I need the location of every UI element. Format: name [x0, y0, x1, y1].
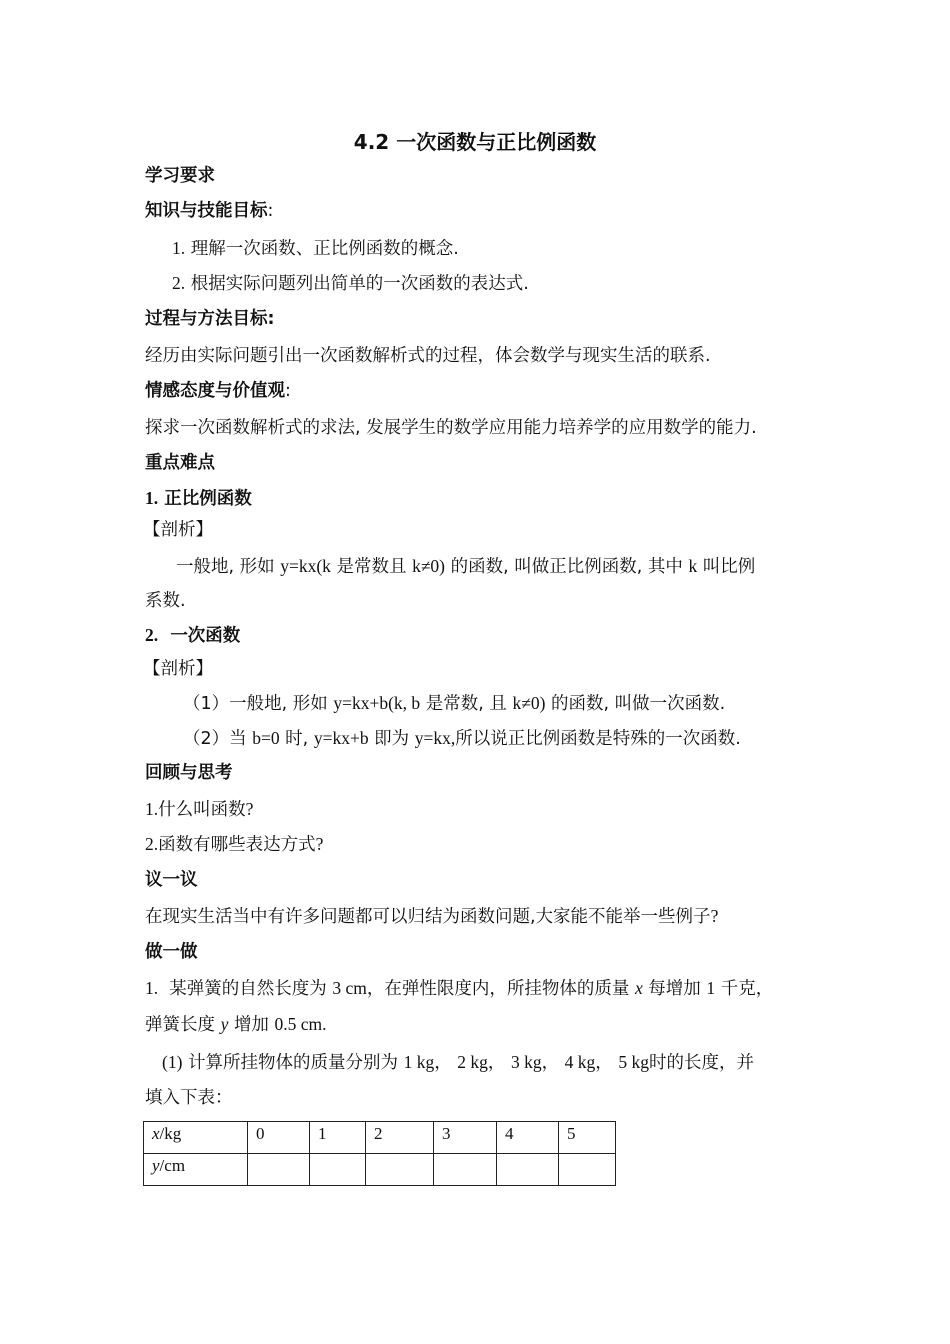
- do-sub-m5: 5 kg: [618, 1052, 649, 1072]
- discuss-mark: ?: [710, 906, 719, 926]
- point-1-condition: k≠0): [412, 556, 446, 576]
- review-q1-mark: ?: [245, 799, 254, 819]
- table-unit-cm: /cm: [159, 1156, 186, 1175]
- do-1-var-y: y: [220, 1014, 229, 1034]
- table-header-x: [144, 1122, 248, 1154]
- table-cell-x5: 5: [559, 1122, 616, 1154]
- do-1-increase: 0.5 cm.: [274, 1014, 327, 1034]
- do-sub-m3: 3 kg，: [510, 1052, 560, 1072]
- point-2-item-1-text-c: 的函数, 叫做一次函数.: [551, 694, 726, 714]
- point-1-num: 1.: [145, 488, 159, 508]
- point-2-item-1-text-b: 是常数, 且: [425, 694, 507, 714]
- spring-length-table: [143, 1121, 616, 1186]
- heading-review: 回顾与思考: [145, 763, 233, 783]
- heading-learning-requirements: 学习要求: [145, 166, 215, 186]
- point-1-analysis-label: 【剖析】: [143, 520, 213, 540]
- heading-point-2: [145, 623, 240, 648]
- review-question-2: [145, 832, 323, 857]
- heading-key-points: 重点难点: [145, 453, 215, 473]
- table-cell-x0: 0: [248, 1122, 310, 1154]
- emotion-goal-label: 情感态度与价值观: [145, 381, 285, 401]
- point-2-item-2-text-a: 当: [229, 729, 247, 749]
- review-q1-num: 1.: [145, 799, 159, 819]
- table-row: [144, 1154, 616, 1186]
- knowledge-item-2-text: 根据实际问题列出简单的一次函数的表达式.: [190, 274, 529, 294]
- point-2-item-2-formula: y=kx+b: [313, 728, 369, 748]
- do-1-num: 1.: [145, 978, 159, 998]
- do-problem-1-sub-1: [162, 1050, 754, 1075]
- point-2-item-1-label: （1）: [183, 694, 230, 714]
- knowledge-goal-colon: :: [267, 201, 274, 221]
- point-1-definition-line2: 系数.: [145, 591, 186, 611]
- table-cell-y1[interactable]: [310, 1154, 366, 1186]
- do-1-length: 3 cm: [332, 978, 367, 998]
- point-2-item-1-condition: k≠0): [512, 693, 546, 713]
- point-1-text-d: 叫比例: [702, 557, 756, 577]
- table-cell-x2: 2: [366, 1122, 434, 1154]
- discuss-text: [145, 904, 718, 929]
- point-1-definition: [176, 554, 755, 579]
- emotion-goal-colon: :: [285, 381, 291, 401]
- knowledge-item-1-text: 理解一次函数、正比例函数的概念.: [190, 239, 459, 259]
- do-problem-1: [145, 976, 773, 1001]
- table-cell-x3: 3: [434, 1122, 497, 1154]
- review-q1-text: 什么叫函数: [158, 800, 246, 820]
- heading-emotion-goal: [145, 379, 291, 403]
- knowledge-item-2-num: 2.: [172, 273, 186, 293]
- point-2-item-2-text-b: 时,: [285, 729, 309, 749]
- do-sub-m4: 4 kg，: [564, 1052, 613, 1072]
- knowledge-item-2: [172, 271, 529, 296]
- do-sub-text-b: 时的长度，并: [649, 1053, 754, 1073]
- review-q2-mark: ?: [315, 834, 324, 854]
- point-2-heading: 一次函数: [170, 626, 241, 646]
- point-1-text-b: 是常数且: [336, 557, 407, 577]
- table-cell-y4[interactable]: [497, 1154, 559, 1186]
- point-1-formula: y=kx(k: [280, 556, 331, 576]
- do-1-text-a: 某弹簧的自然长度为: [169, 979, 327, 999]
- point-2-item-2-text-d: 所以说正比例函数是特殊的一次函数.: [455, 729, 741, 749]
- table-header-y: [144, 1154, 248, 1186]
- table-cell-y0[interactable]: [248, 1154, 310, 1186]
- do-sub-m1: 1 kg，: [403, 1052, 452, 1072]
- point-2-analysis-label: 【剖析】: [143, 659, 213, 679]
- point-2-item-2-b0: b=0: [252, 728, 280, 748]
- point-1-k: k: [688, 556, 698, 576]
- table-unit-kg: /kg: [159, 1124, 182, 1143]
- point-2-item-2-formula-2: y=kx,: [414, 728, 456, 748]
- heading-knowledge-goal: [145, 199, 273, 223]
- knowledge-goal-label: 知识与技能目标: [145, 201, 268, 221]
- heading-discuss: 议一议: [145, 870, 198, 890]
- review-q2-text: 函数有哪些表达方式: [158, 835, 316, 855]
- point-1-text-c: 的函数, 叫做正比例函数, 其中: [450, 557, 683, 577]
- point-2-item-2-text-c: 即为: [374, 729, 410, 749]
- point-2-item-1: [183, 691, 725, 716]
- point-2-num: 2.: [145, 625, 159, 645]
- point-2-item-2: [183, 726, 741, 751]
- table-cell-y5[interactable]: [559, 1154, 616, 1186]
- table-cell-y2[interactable]: [366, 1154, 434, 1186]
- do-sub-m2: 2 kg，: [457, 1052, 506, 1072]
- do-1-var-x: x: [634, 978, 643, 998]
- review-question-1: [145, 797, 253, 822]
- table-var-x: x: [152, 1124, 160, 1143]
- review-q2-num: 2.: [145, 834, 159, 854]
- knowledge-item-1: [172, 236, 459, 261]
- point-1-heading: 正比例函数: [164, 489, 252, 509]
- do-sub-text-a: 计算所挂物体的质量分别为: [187, 1053, 398, 1073]
- discuss-body: 在现实生活当中有许多问题都可以归结为函数问题,大家能不能举一些例子: [145, 907, 711, 927]
- point-1-text-a: 一般地, 形如: [176, 557, 275, 577]
- do-problem-1-sub-1-line2: 填入下表：: [145, 1088, 233, 1108]
- table-row: [144, 1122, 616, 1154]
- do-1-text-f: 增加: [233, 1015, 269, 1035]
- do-1-text-c: 每增加: [648, 979, 701, 999]
- do-1-text-e: 弹簧长度: [145, 1015, 215, 1035]
- heading-point-1: [145, 486, 252, 511]
- emotion-goal-text: 探求一次函数解析式的求法, 发展学生的数学应用能力培养学的应用数学的能力.: [145, 418, 757, 438]
- do-1-text-d: 千克，: [720, 979, 774, 999]
- process-goal-text: 经历由实际问题引出一次函数解析式的过程，体会数学与现实生活的联系.: [145, 346, 711, 366]
- do-problem-1-line2: [145, 1012, 327, 1037]
- table-cell-x4: 4: [497, 1122, 559, 1154]
- point-2-item-2-label: （2）: [183, 729, 230, 749]
- table-var-y: y: [152, 1156, 160, 1175]
- point-2-item-1-text-a: 一般地, 形如: [229, 694, 328, 714]
- point-2-item-1-formula: y=kx+b(k, b: [333, 693, 421, 713]
- heading-do: 做一做: [145, 942, 198, 962]
- do-1-mass: 1: [706, 978, 716, 998]
- do-1-text-b: ，在弹性限度内，所挂物体的质量: [366, 979, 630, 999]
- table-cell-y3[interactable]: [434, 1154, 497, 1186]
- do-sub-label: (1): [162, 1052, 183, 1072]
- knowledge-item-1-num: 1.: [172, 238, 186, 258]
- heading-process-goal: 过程与方法目标:: [145, 309, 275, 329]
- table-cell-x1: 1: [310, 1122, 366, 1154]
- page-title: 4.2 一次函数与正比例函数: [353, 130, 597, 154]
